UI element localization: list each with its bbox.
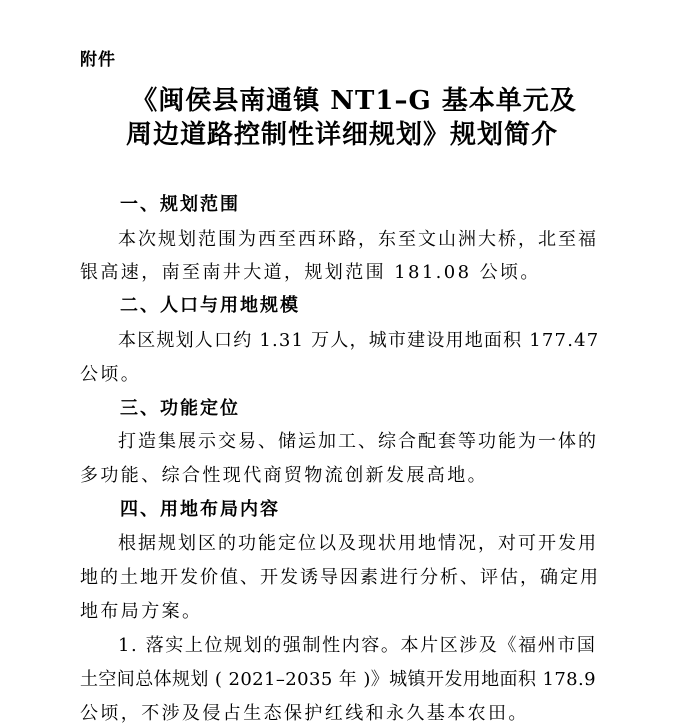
item-1-line: 公顷，不涉及侵占生态保护红线和永久基本农田。 bbox=[80, 703, 529, 724]
item-1-line: 1. 落实上位规划的强制性内容。本片区涉及《福州市国 bbox=[118, 635, 597, 656]
section-heading-function: 三、功能定位 bbox=[120, 398, 240, 419]
attachment-label: 附件 bbox=[80, 50, 116, 70]
paragraph-line: 多功能、综合性现代商贸物流创新发展高地。 bbox=[80, 465, 488, 486]
section-heading-land-layout: 四、用地布局内容 bbox=[120, 499, 280, 520]
paragraph-line: 根据规划区的功能定位以及现状用地情况，对可开发用 bbox=[118, 533, 598, 554]
paragraph-line: 公顷。 bbox=[80, 364, 142, 385]
section-heading-population: 二、人口与用地规模 bbox=[120, 295, 300, 316]
paragraph-line: 本次规划范围为西至西环路，东至文山洲大桥，北至福 bbox=[118, 229, 598, 250]
paragraph-line: 银高速，南至南井大道，规划范围 181.08 公顷。 bbox=[80, 262, 541, 283]
document-title-line-2: 周边道路控制性详细规划》规划简介 bbox=[125, 120, 558, 150]
document-title-line-1: 《闽侯县南通镇 NT1–G 基本单元及 bbox=[131, 86, 577, 116]
item-1-line: 土空间总体规划 ( 2021–2035 年 )》城镇开发用地面积 178.9 bbox=[80, 669, 596, 690]
section-heading-scope: 一、规划范围 bbox=[120, 194, 240, 215]
paragraph-line: 本区规划人口约 1.31 万人，城市建设用地面积 177.47 bbox=[118, 330, 600, 351]
paragraph-line: 地的土地开发价值、开发诱导因素进行分析、评估，确定用 bbox=[80, 567, 600, 588]
paragraph-line: 打造集展示交易、储运加工、综合配套等功能为一体的 bbox=[118, 431, 598, 452]
paragraph-line: 地布局方案。 bbox=[80, 601, 203, 622]
